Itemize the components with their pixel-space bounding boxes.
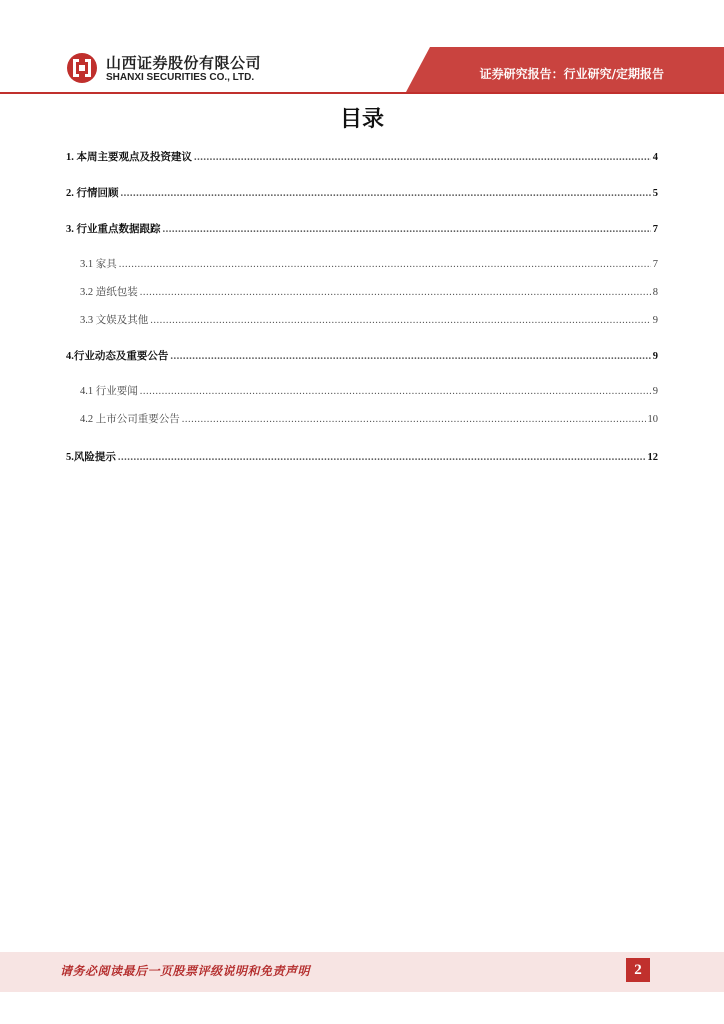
toc-entry-label: 3.3 文娱及其他: [80, 315, 149, 326]
report-type-label: 证券研究报告：行业研究/定期报告: [479, 67, 664, 81]
toc-entry-3-1[interactable]: [80, 258, 658, 272]
toc-page-number: 7: [652, 259, 658, 270]
toc-entry-3-2[interactable]: [80, 286, 658, 300]
toc-leader-dots: [121, 187, 651, 201]
toc-entry-label: 5.风险提示: [66, 452, 116, 463]
page-header: [0, 0, 724, 100]
header-banner: [0, 0, 724, 100]
toc-leader-dots: [118, 451, 646, 465]
company-name-cn: 山西证券股份有限公司: [106, 54, 262, 72]
toc-page-number: 7: [652, 224, 658, 235]
company-name-en: SHANXI SECURITIES CO., LTD.: [106, 72, 255, 83]
toc-entry-3-3[interactable]: [80, 314, 658, 328]
page-number-badge: 2: [626, 958, 650, 982]
toc-entry-5[interactable]: [66, 451, 658, 465]
toc-entry-4-2[interactable]: [80, 413, 658, 427]
toc-entry-label: 4.1 行业要闻: [80, 386, 138, 397]
toc-leader-dots: [194, 151, 651, 165]
toc-leader-dots: [163, 223, 651, 237]
toc-entry-2[interactable]: [66, 187, 658, 201]
toc-leader-dots: [119, 258, 651, 272]
toc-entry-3[interactable]: [66, 223, 658, 237]
toc-leader-dots: [182, 413, 646, 427]
toc-entry-label: 4.行业动态及重要公告: [66, 351, 169, 362]
toc-leader-dots: [170, 350, 650, 364]
toc-entry-1[interactable]: [66, 151, 658, 165]
toc-page-number: 10: [647, 414, 658, 425]
toc-page-number: 9: [652, 315, 658, 326]
toc-leader-dots: [140, 286, 651, 300]
toc-page-number: 9: [652, 351, 658, 362]
toc-entry-label: 3. 行业重点数据跟踪: [66, 224, 161, 235]
toc-entry-label: 1. 本周主要观点及投资建议: [66, 152, 192, 163]
toc-page-number: 4: [652, 152, 658, 163]
toc-entry-4[interactable]: [66, 350, 658, 364]
toc-page-number: 8: [652, 287, 658, 298]
toc-entry-4-1[interactable]: [80, 385, 658, 399]
toc-page-number: 9: [652, 386, 658, 397]
footer-disclaimer: 请务必阅读最后一页股票评级说明和免责声明: [60, 964, 311, 978]
shanxi-securities-logo-icon: [66, 52, 98, 84]
toc-leader-dots: [140, 385, 651, 399]
toc-entry-label: 3.1 家具: [80, 259, 117, 270]
toc-entry-label: 4.2 上市公司重要公告: [80, 414, 180, 425]
toc-leader-dots: [150, 314, 651, 328]
toc-entry-label: 3.2 造纸包装: [80, 287, 138, 298]
toc-entry-label: 2. 行情回顾: [66, 188, 119, 199]
toc-title: 目录: [339, 107, 384, 132]
toc-page-number: 12: [647, 452, 658, 463]
toc-page-number: 5: [652, 188, 658, 199]
